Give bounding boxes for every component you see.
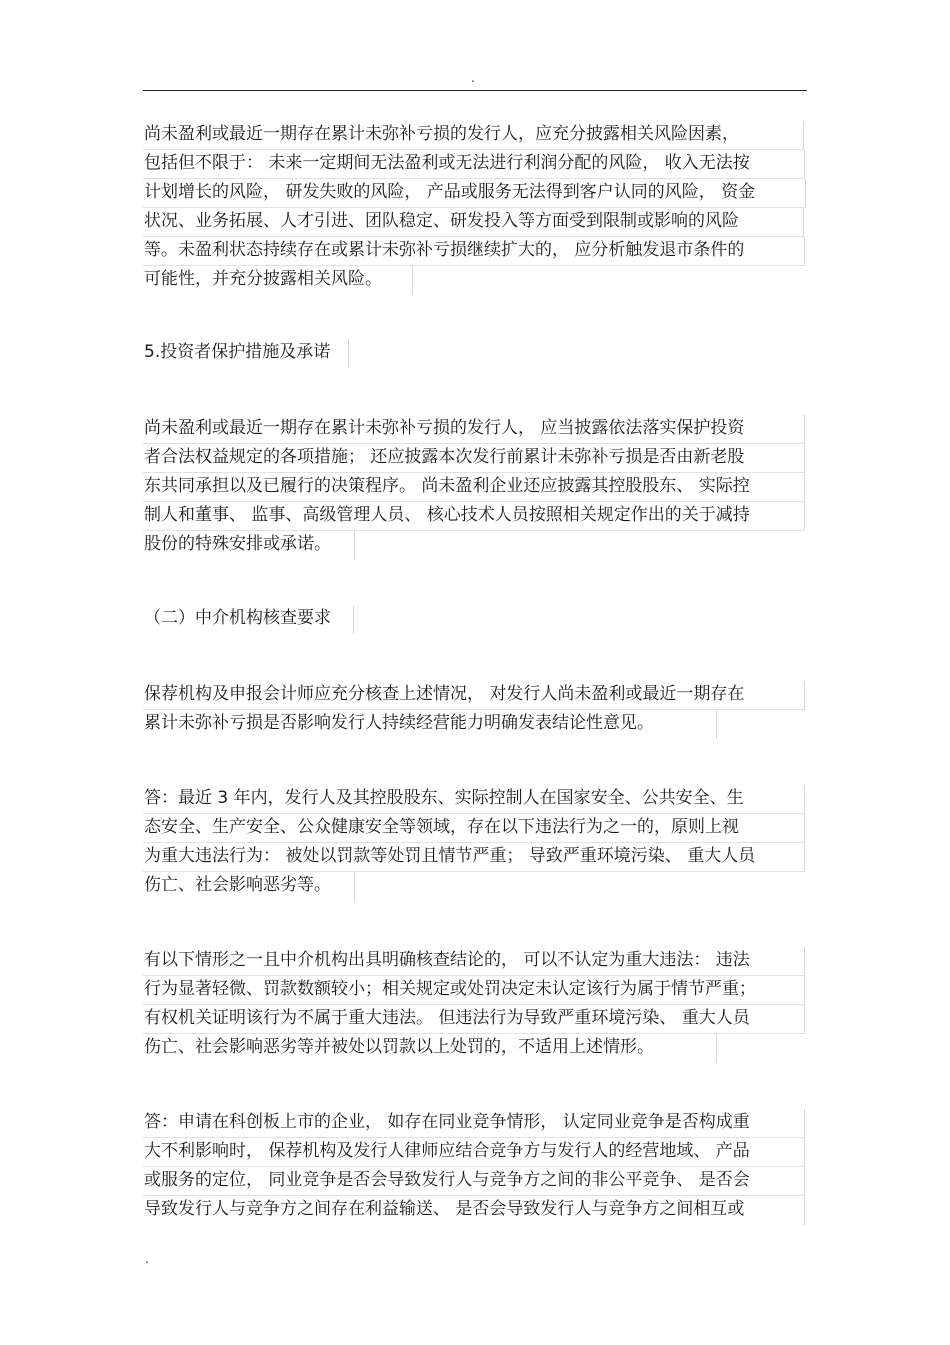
paragraph-risk-disclosure xyxy=(143,121,807,295)
text-line: 包括但不限于： 未来一定期间无法盈利或无法进行利润分配的风险， 收入无法按 xyxy=(143,150,805,179)
text-line: 股份的特殊安排或承诺。 xyxy=(143,531,355,560)
text-line: 状况、业务拓展、人才引进、团队稳定、研发投入等方面受到限制或影响的风险 xyxy=(143,208,804,237)
paragraph-competition-answer xyxy=(143,1109,807,1225)
text-line: 或服务的定位， 同业竞争是否会导致发行人与竞争方之间的非公平竞争、 是否会 xyxy=(143,1167,805,1196)
section-heading-intermediary-review xyxy=(143,605,807,634)
text-line: 答：最近 3 年内，发行人及其控股股东、实际控制人在国家安全、公共安全、生 xyxy=(143,785,805,814)
text-line: 伤亡、社会影响恶劣等。 xyxy=(143,872,355,901)
text-line: 等。未盈利状态持续存在或累计未弥补亏损继续扩大的， 应分析触发退市条件的 xyxy=(143,237,805,266)
text-line: 东共同承担以及已履行的决策程序。 尚未盈利企业还应披露其控股股东、 实际控 xyxy=(143,473,805,502)
paragraph-non-major-violation xyxy=(143,947,807,1063)
header-rule xyxy=(143,90,807,91)
text-line: 导致发行人与竞争方之间存在利益输送、 是否会导致发行人与竞争方之间相互或 xyxy=(143,1196,805,1225)
paragraph-major-violation-answer xyxy=(143,785,807,901)
text-line: 大不利影响时， 保荐机构及发行人律师应结合竞争方与发行人的经营地域、 产品 xyxy=(143,1138,805,1167)
text-line: 者合法权益规定的各项措施； 还应披露本次发行前累计未弥补亏损是否由新老股 xyxy=(143,444,805,473)
text-line: 累计未弥补亏损是否影响发行人持续经营能力明确发表结论性意见。 xyxy=(143,710,717,739)
paragraph-investor-protection xyxy=(143,415,807,560)
text-line: 有权机关证明该行为不属于重大违法。 但违法行为导致严重环境污染、 重大人员 xyxy=(143,1005,805,1034)
text-line: 可能性，并充分披露相关风险。 xyxy=(143,266,413,295)
section-heading-investor-protection xyxy=(143,339,807,368)
text-line: 有以下情形之一且中介机构出具明确核查结论的， 可以不认定为重大违法： 违法 xyxy=(143,947,805,976)
text-line: 5.投资者保护措施及承诺 xyxy=(143,339,349,368)
text-line: 制人和董事、 监事、高级管理人员、 核心技术人员按照相关规定作出的关于减持 xyxy=(143,502,805,531)
text-line: 行为显著轻微、罚款数额较小；相关规定或处罚决定未认定该行为属于情节严重； xyxy=(143,976,805,1005)
footer-mark: . xyxy=(145,1252,149,1266)
text-line: 尚未盈利或最近一期存在累计未弥补亏损的发行人，应充分披露相关风险因素， xyxy=(143,121,804,150)
text-line: 态安全、生产安全、公众健康安全等领域，存在以下违法行为之一的，原则上视 xyxy=(143,814,805,843)
paragraph-intermediary-review xyxy=(143,681,807,739)
text-line: （二）中介机构核查要求 xyxy=(143,605,354,634)
text-line: 伤亡、社会影响恶劣等并被处以罚款以上处罚的，不适用上述情形。 xyxy=(143,1034,717,1063)
text-line: 计划增长的风险， 研发失败的风险， 产品或服务无法得到客户认同的风险， 资金 xyxy=(143,179,806,208)
text-line: 保荐机构及申报会计师应充分核查上述情况， 对发行人尚未盈利或最近一期存在 xyxy=(143,681,805,710)
text-line: 尚未盈利或最近一期存在累计未弥补亏损的发行人， 应当披露依法落实保护投资 xyxy=(143,415,805,444)
text-line: 答：申请在科创板上市的企业， 如存在同业竞争情形， 认定同业竞争是否构成重 xyxy=(143,1109,805,1138)
header-mark: . xyxy=(471,71,475,85)
text-line: 为重大违法行为： 被处以罚款等处罚且情节严重； 导致严重环境污染、 重大人员 xyxy=(143,843,805,872)
